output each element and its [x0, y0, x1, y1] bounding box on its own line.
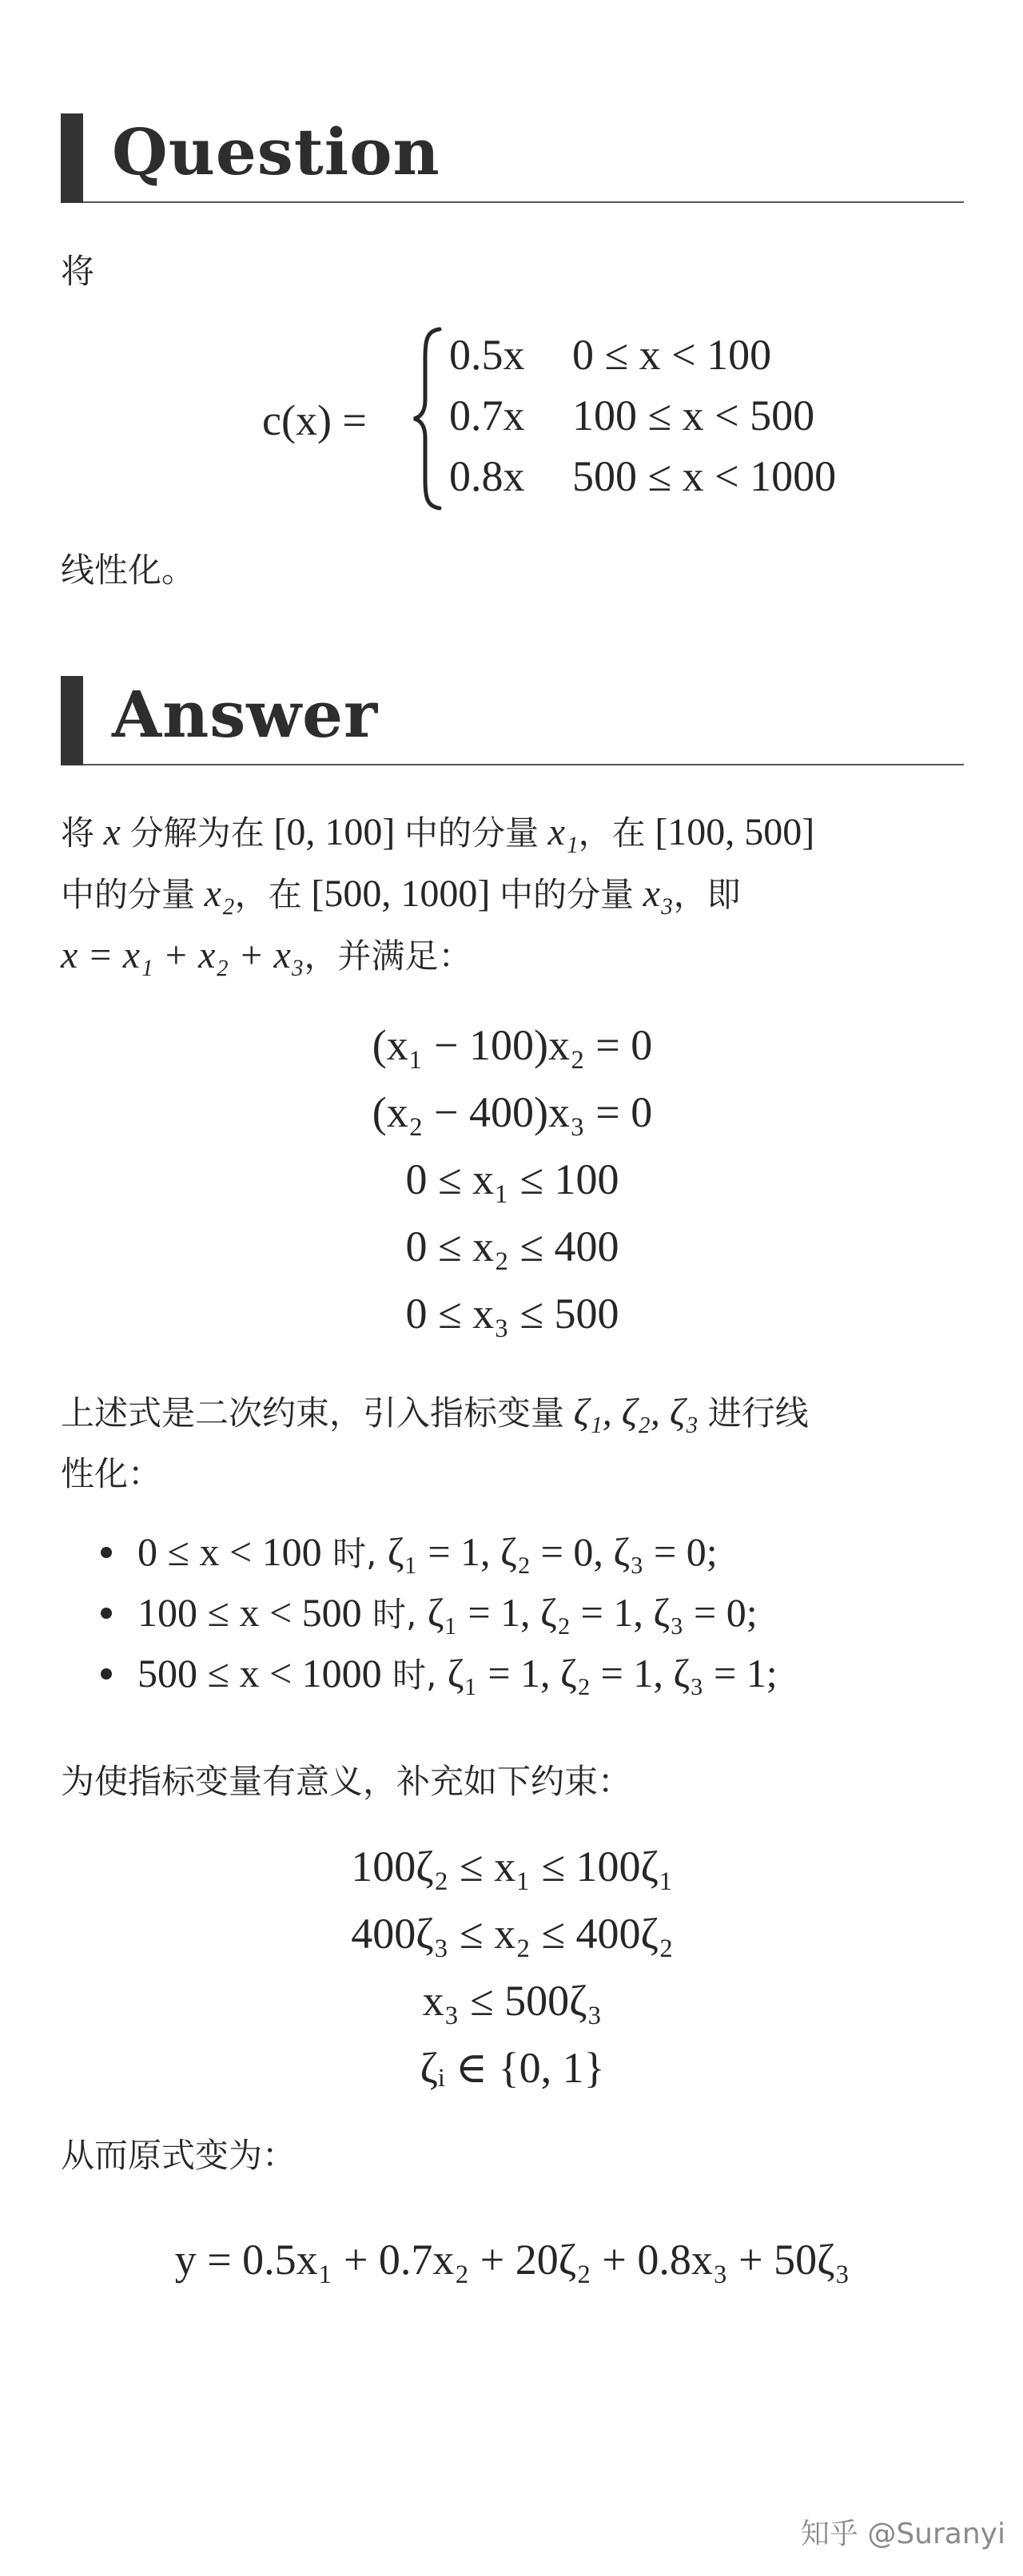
- answer-heading-text: Answer: [112, 677, 379, 752]
- text: 性化：: [61, 1455, 162, 1493]
- math-x: x: [103, 811, 121, 853]
- watermark: 知乎 @Suranyi: [800, 2518, 1005, 2550]
- math-range-2: [100, 500]: [655, 811, 815, 853]
- text: 分解为在: [120, 814, 274, 852]
- heading-accent-bar: [61, 676, 83, 765]
- piecewise-lhs: c(x) =: [262, 396, 367, 444]
- final-equation: y = 0.5x₁ + 0.7x₂ + 20ζ₂ + 0.8x₃ + 50ζ₃: [174, 2236, 850, 2284]
- math-x1: x₁: [547, 811, 579, 853]
- text: ，即: [673, 876, 741, 913]
- text: 时,: [381, 1656, 448, 1695]
- math-range-1: [0, 100]: [273, 811, 396, 853]
- piecewise-cond: 0 ≤ x < 100: [572, 331, 772, 379]
- constraint: 400ζ₃ ≤ x₂ ≤ 400ζ₂: [351, 1910, 674, 1958]
- bullet-icon: [101, 1668, 112, 1680]
- constraint: ζᵢ ∈ {0, 1}: [420, 2044, 605, 2092]
- piecewise-row-2: [449, 387, 814, 444]
- constraint: 0 ≤ x₂ ≤ 400: [405, 1222, 619, 1270]
- constraint: x₃ ≤ 500ζ₃: [422, 1977, 603, 2025]
- text: 将: [61, 814, 104, 852]
- question-heading: [61, 113, 964, 203]
- piecewise-cond: 100 ≤ x < 500: [572, 392, 815, 439]
- constraint: (x₂ − 400)x₃ = 0: [372, 1088, 653, 1136]
- case-list: [61, 1521, 964, 1703]
- text: 中的分量: [395, 814, 548, 852]
- case-values: ζ₁ = 1, ζ₂ = 0, ζ₃ = 0;: [387, 1529, 718, 1574]
- math-x2: x₂: [204, 873, 235, 915]
- answer-heading: [61, 676, 964, 765]
- text: 进行线: [699, 1394, 809, 1432]
- question-outro: 线性化。: [61, 551, 196, 589]
- case-values: ζ₁ = 1, ζ₂ = 1, ζ₃ = 1;: [447, 1651, 778, 1695]
- constraint: 0 ≤ x₃ ≤ 500: [405, 1290, 619, 1338]
- list-item: [61, 1521, 964, 1582]
- list-item: [61, 1643, 964, 1703]
- case-condition: 0 ≤ x < 100: [137, 1529, 322, 1574]
- answer-paragraph-2: [61, 1382, 964, 1505]
- math-x3: x₃: [643, 873, 674, 915]
- math-range-3: [500, 1000]: [311, 873, 491, 915]
- heading-rule: [83, 201, 964, 203]
- answer-paragraph-1: [61, 802, 964, 987]
- question-heading-text: Question: [112, 114, 440, 189]
- piecewise-expr: 0.7x: [449, 392, 525, 439]
- heading-rule: [83, 764, 964, 765]
- answer-paragraph-3: 为使指标变量有意义，补充如下约束：: [61, 1763, 632, 1800]
- text: ，在: [234, 876, 312, 913]
- heading-accent-bar: [61, 113, 83, 203]
- piecewise-function: [205, 323, 844, 515]
- piecewise-expr: 0.5x: [449, 331, 525, 379]
- bullet-icon: [101, 1547, 112, 1558]
- piecewise-row-1: [449, 326, 771, 384]
- answer-paragraph-4: 从而原式变为：: [61, 2137, 297, 2174]
- piecewise-row-3: [449, 447, 836, 505]
- text: 中的分量: [61, 876, 205, 913]
- bullet-icon: [101, 1608, 112, 1619]
- case-values: ζ₁ = 1, ζ₂ = 1, ζ₃ = 0;: [427, 1590, 758, 1635]
- list-item: [61, 1582, 964, 1643]
- text: 时,: [321, 1534, 388, 1573]
- math-indicator-vars: ζ₁, ζ₂, ζ₃: [573, 1391, 699, 1433]
- text: 上述式是二次约束，引入指标变量: [61, 1394, 574, 1432]
- math-sum: x = x₁ + x₂ + x₃: [61, 934, 305, 976]
- case-condition: 100 ≤ x < 500: [137, 1590, 362, 1635]
- text: 中的分量: [490, 876, 643, 913]
- text: ，并满足：: [304, 937, 472, 975]
- text: ，在: [578, 814, 655, 852]
- piecewise-expr: 0.8x: [449, 452, 525, 500]
- constraint: 100ζ₂ ≤ x₁ ≤ 100ζ₁: [351, 1843, 674, 1890]
- question-intro: 将: [61, 252, 95, 290]
- constraint: (x₁ − 100)x₂ = 0: [372, 1021, 653, 1069]
- piecewise-cond: 500 ≤ x < 1000: [572, 452, 837, 500]
- left-brace-icon: [411, 326, 444, 511]
- case-condition: 500 ≤ x < 1000: [137, 1651, 382, 1695]
- text: 时,: [361, 1595, 428, 1634]
- constraint: 0 ≤ x₁ ≤ 100: [405, 1155, 619, 1203]
